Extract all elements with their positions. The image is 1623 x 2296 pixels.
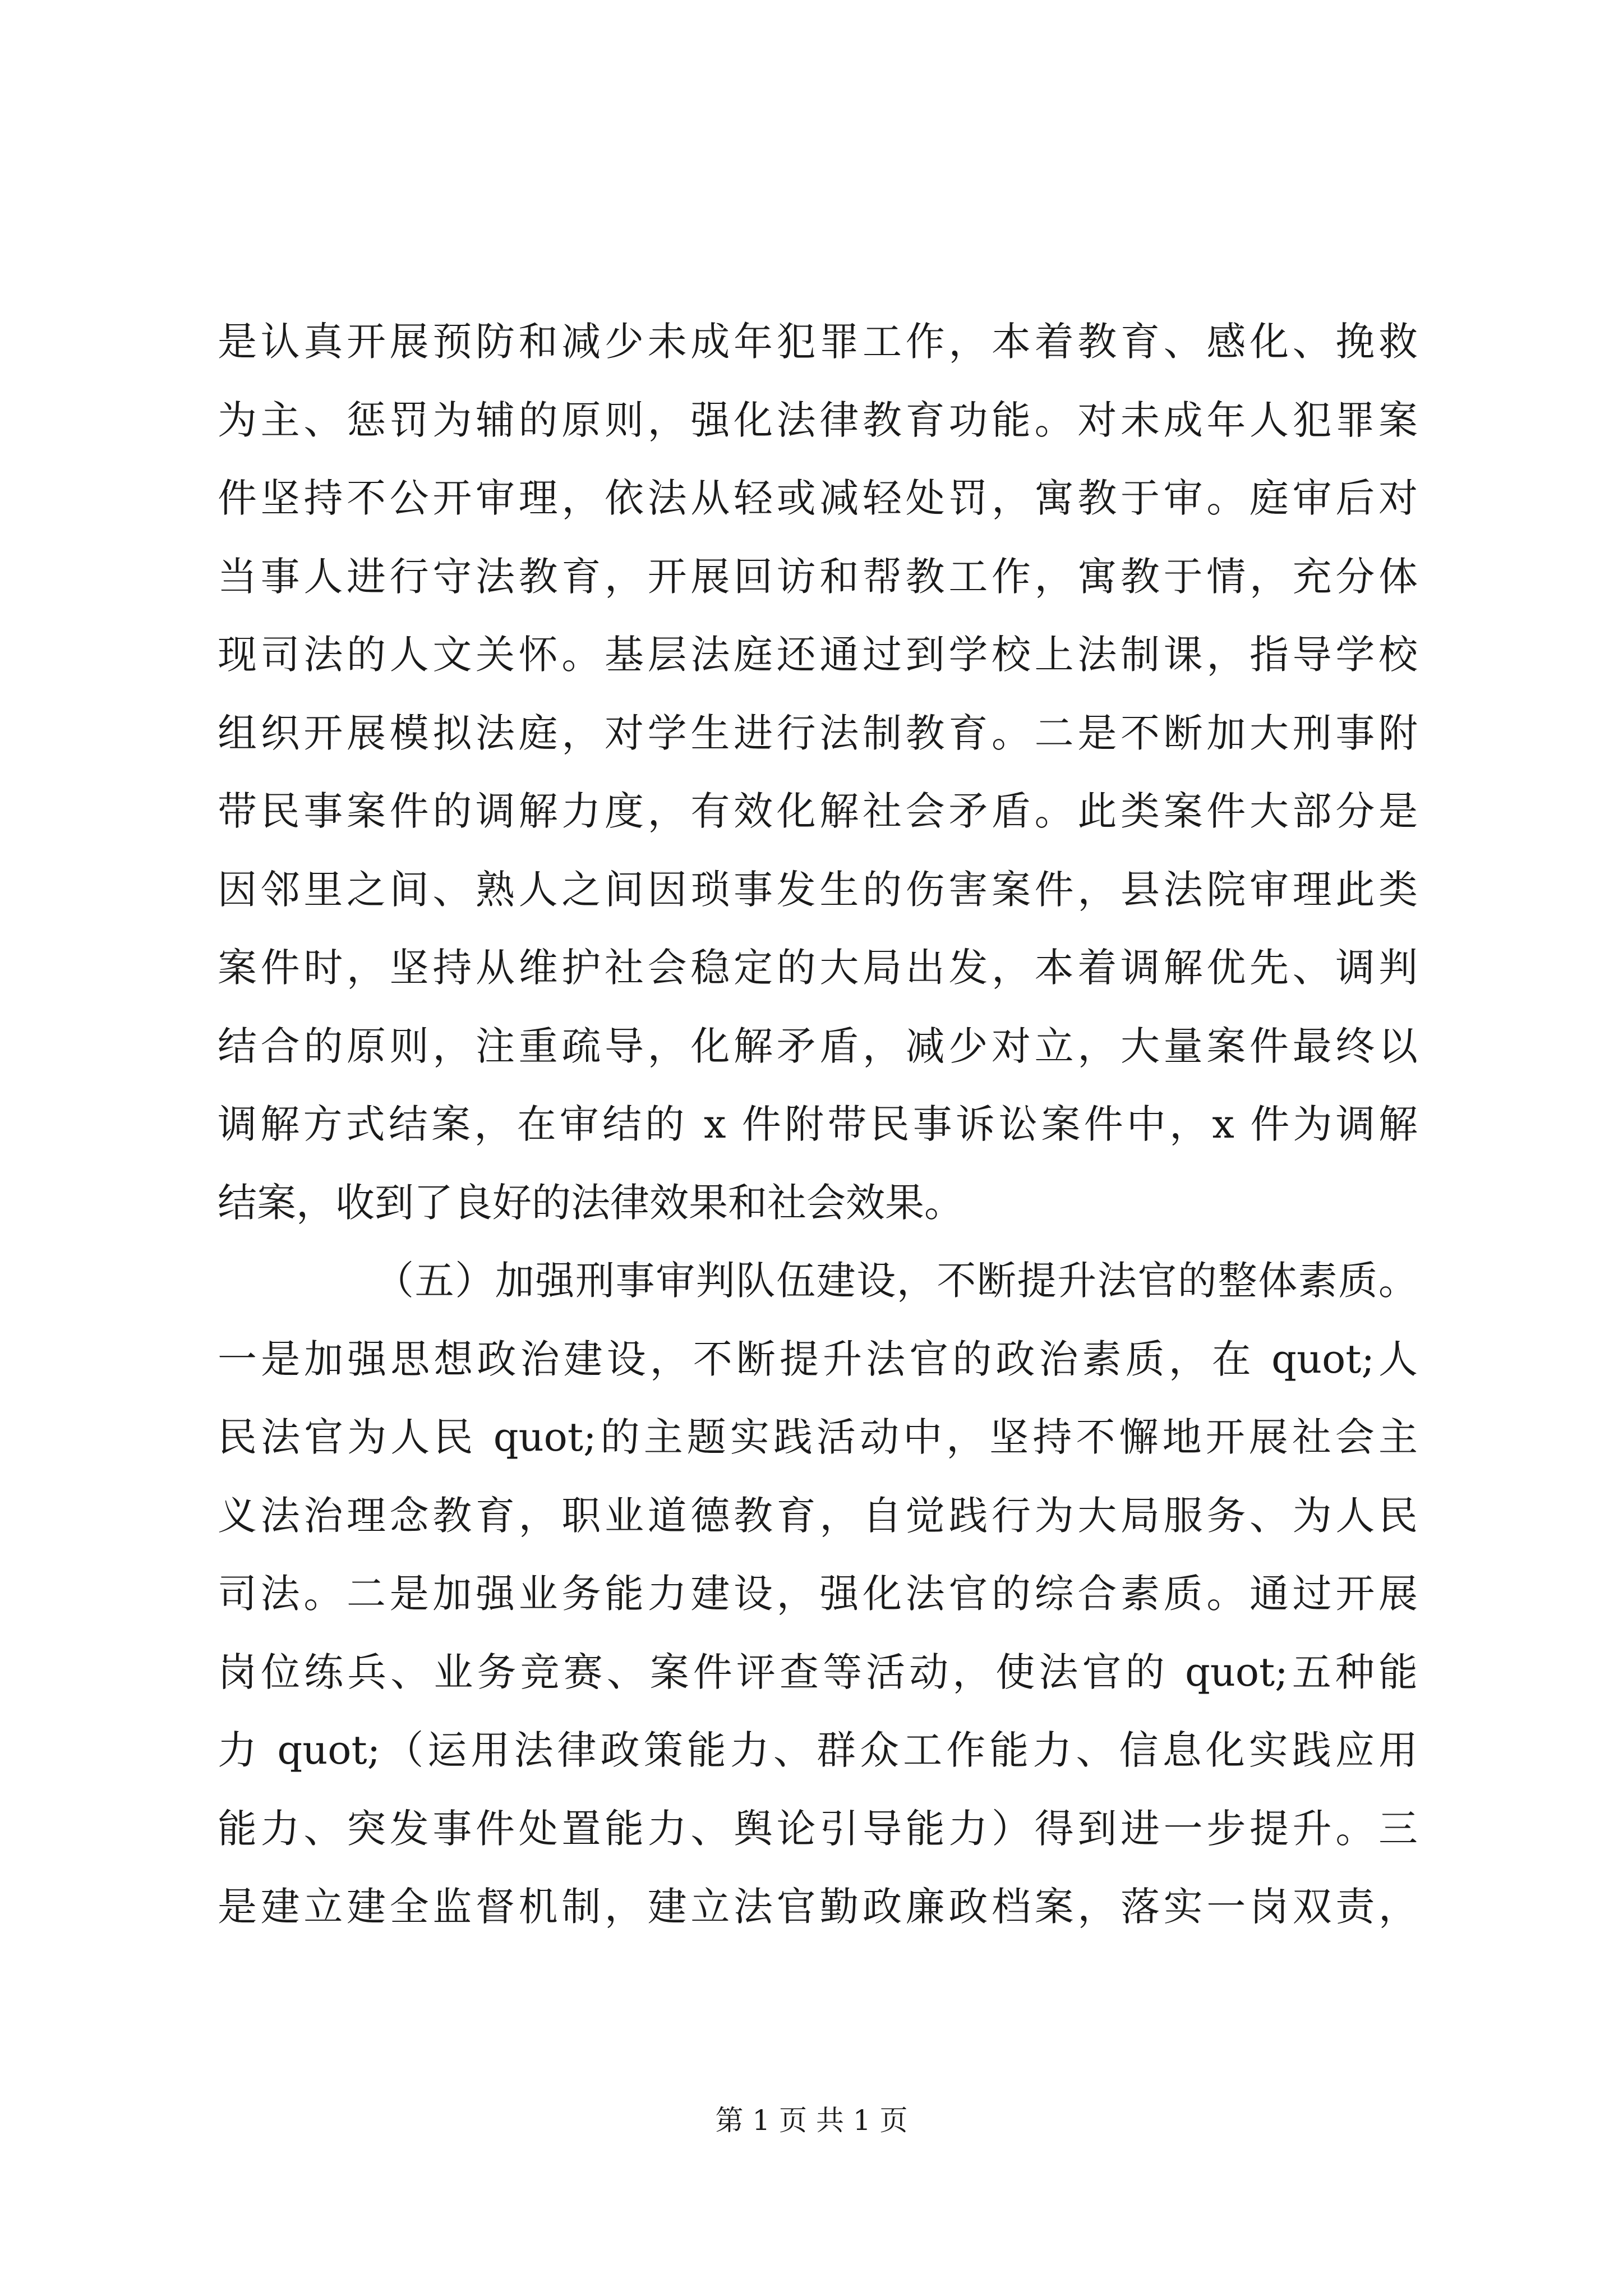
text-line-21: 是建立建全监督机制，建立法官勤政廉政档案，落实一岗双责，	[218, 1884, 1418, 1930]
text-line-19: 力 quot;（运用法律政策能力、群众工作能力、信息化实践应用	[218, 1727, 1418, 1773]
text-line-15: 民法官为人民 quot;的主题实践活动中，坚持不懈地开展社会主	[218, 1414, 1418, 1460]
text-line-18: 岗位练兵、业务竞赛、案件评查等活动，使法官的 quot;五种能	[218, 1649, 1418, 1695]
text-line-16: 义法治理念教育，职业道德教育，自觉践行为大局服务、为人民	[218, 1492, 1418, 1539]
text-line-17: 司法。二是加强业务能力建设，强化法官的综合素质。通过开展	[218, 1571, 1418, 1617]
text-line-8: 因邻里之间、熟人之间因琐事发生的伤害案件，县法院审理此类	[218, 866, 1418, 913]
text-line-20: 能力、突发事件处置能力、舆论引导能力）得到进一步提升。三	[218, 1805, 1418, 1852]
text-line-10: 结合的原则，注重疏导，化解矛盾，减少对立，大量案件最终以	[218, 1023, 1418, 1069]
text-line-1: 是认真开展预防和减少未成年犯罪工作，本着教育、感化、挽救	[218, 319, 1418, 365]
text-line-7: 带民事案件的调解力度，有效化解社会矛盾。此类案件大部分是	[218, 788, 1418, 834]
text-line-9: 案件时，坚持从维护社会稳定的大局出发，本着调解优先、调判	[218, 945, 1418, 991]
text-line-6: 组织开展模拟法庭，对学生进行法制教育。二是不断加大刑事附	[218, 710, 1418, 756]
text-line-2: 为主、惩罚为辅的原则，强化法律教育功能。对未成年人犯罪案	[218, 397, 1418, 443]
document-body	[218, 303, 1418, 1947]
section-heading-line: （五）加强刑事审判队伍建设，不断提升法官的整体素质。	[375, 1258, 1418, 1304]
text-line-14: 一是加强思想政治建设，不断提升法官的政治素质，在 quot;人	[218, 1336, 1418, 1382]
text-line-3: 件坚持不公开审理，依法从轻或减轻处罚，寓教于审。庭审后对	[218, 475, 1418, 521]
text-line-11: 调解方式结案，在审结的 x 件附带民事诉讼案件中，x 件为调解	[218, 1101, 1418, 1147]
text-line-12: 结案，收到了良好的法律效果和社会效果。	[218, 1179, 963, 1226]
text-line-5: 现司法的人文关怀。基层法庭还通过到学校上法制课，指导学校	[218, 632, 1418, 678]
page-number-footer: 第 1 页 共 1 页	[715, 2104, 908, 2137]
text-line-4: 当事人进行守法教育，开展回访和帮教工作，寓教于情，充分体	[218, 553, 1418, 600]
